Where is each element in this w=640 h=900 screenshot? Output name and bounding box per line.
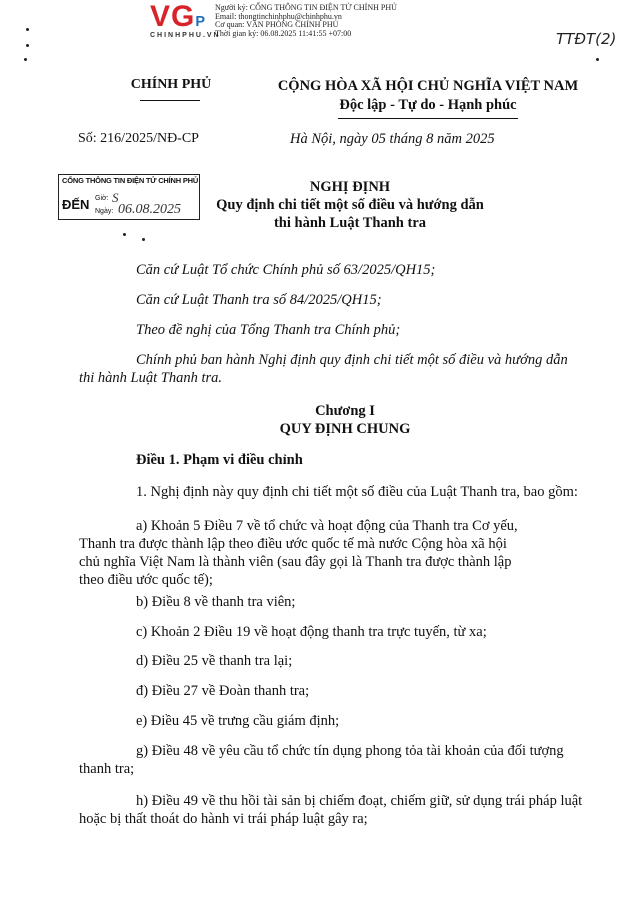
nation-name: CỘNG HÒA XÃ HỘI CHỦ NGHĨA VIỆT NAM bbox=[277, 78, 579, 94]
received-stamp-date-value: 06.08.2025 bbox=[118, 202, 181, 217]
clause-item-h-line2: hoặc bị thất thoát do hành vi trái pháp luật gây ra; bbox=[79, 811, 368, 827]
signature-signer: Người ký: CỔNG THÔNG TIN ĐIỆN TỬ CHÍNH PHỦ bbox=[215, 3, 397, 12]
signature-email: Email: thongtinchinhphu@chinhphu.vn bbox=[215, 11, 342, 21]
document-type: NGHỊ ĐỊNH bbox=[309, 179, 391, 195]
scan-speck bbox=[123, 233, 126, 236]
article-clause-intro: 1. Nghị định này quy định chi tiết một số điều của Luật Thanh tra, bao gồm: bbox=[136, 484, 578, 500]
issuer-name: CHÍNH PHỦ bbox=[130, 77, 212, 92]
document-subject-1: Quy định chi tiết một số điều và hướng dẫn bbox=[216, 197, 484, 213]
scan-speck bbox=[24, 58, 27, 61]
chapter-name: QUY ĐỊNH CHUNG bbox=[279, 421, 411, 437]
scan-speck bbox=[142, 238, 145, 241]
scan-speck bbox=[26, 28, 29, 31]
signature-metadata bbox=[215, 4, 397, 38]
chapter-number: Chương I bbox=[315, 403, 375, 419]
clause-item-e: e) Điều 45 về trưng cầu giám định; bbox=[136, 713, 340, 729]
preamble-proposal: Theo đề nghị của Tổng Thanh tra Chính phủ; bbox=[136, 322, 401, 338]
clause-item-a-line1: a) Khoản 5 Điều 7 về tổ chức và hoạt động của Thanh tra Cơ yếu, bbox=[136, 518, 518, 534]
preamble-basis-2: Căn cứ Luật Thanh tra số 84/2025/QH15; bbox=[136, 292, 382, 308]
clause-item-g-line1: g) Điều 48 về yêu cầu tổ chức tín dụng phong tỏa tài khoản của đối tượng bbox=[136, 743, 564, 759]
scan-speck bbox=[26, 44, 29, 47]
place-and-date: Hà Nội, ngày 05 tháng 8 năm 2025 bbox=[290, 131, 495, 147]
clause-item-h-line1: h) Điều 49 về thu hồi tài sản bị chiếm đoạt, chiếm giữ, sử dụng trái pháp luật bbox=[136, 793, 583, 809]
received-stamp-date-label: Ngày: bbox=[95, 208, 114, 215]
vgp-logo-p: P bbox=[195, 14, 207, 30]
clause-item-a-line4: theo điều ước quốc tế); bbox=[79, 572, 213, 588]
handwritten-note: TTĐT(2) bbox=[556, 30, 617, 48]
clause-item-c: c) Khoản 2 Điều 19 về hoạt động thanh tra trực tuyến, từ xa; bbox=[136, 624, 487, 640]
clause-item-b: b) Điều 8 về thanh tra viên; bbox=[136, 594, 296, 610]
preamble-basis-1: Căn cứ Luật Tổ chức Chính phủ số 63/2025/QH15; bbox=[136, 262, 436, 278]
article-heading: Điều 1. Phạm vi điều chỉnh bbox=[136, 452, 303, 468]
document-number: Số: 216/2025/NĐ-CP bbox=[78, 131, 199, 146]
vgp-logo-subtitle: CHINHPHU.VN bbox=[150, 32, 221, 39]
received-stamp-so-label: Giờ: bbox=[95, 195, 109, 202]
clause-item-a-line2: Thanh tra được thành lập theo điều ước quốc tế mà nước Cộng hòa xã hội bbox=[79, 536, 507, 552]
signature-agency: Cơ quan: VĂN PHÒNG CHÍNH PHỦ bbox=[215, 20, 339, 29]
received-stamp-so-value: S bbox=[112, 190, 119, 205]
scan-speck bbox=[596, 58, 599, 61]
received-stamp-den: ĐẾN bbox=[62, 197, 90, 212]
clause-item-g-line2: thanh tra; bbox=[79, 761, 135, 777]
document-title bbox=[205, 178, 495, 232]
received-stamp-org: CỔNG THÔNG TIN ĐIỆN TỬ CHÍNH PHỦ bbox=[62, 176, 199, 185]
clause-item-dd: đ) Điều 27 về Đoàn thanh tra; bbox=[136, 683, 310, 699]
clause-item-d: d) Điều 25 về thanh tra lại; bbox=[136, 653, 293, 669]
document-subject-2: thi hành Luật Thanh tra bbox=[273, 215, 427, 231]
motto-underline bbox=[338, 118, 518, 119]
vgp-logo-g: G bbox=[171, 0, 196, 33]
national-motto bbox=[258, 77, 598, 115]
signature-time: Thời gian ký: 06.08.2025 11:41:55 +07:00 bbox=[215, 28, 352, 38]
decree-statement-line2: thi hành Luật Thanh tra. bbox=[79, 370, 223, 386]
decree-statement-line1: Chính phủ ban hành Nghị định quy định chi tiết một số điều và hướng dẫn bbox=[136, 352, 568, 368]
clause-item-a-line3: chủ nghĩa Việt Nam là thành viên (sau đây gọi là Thanh tra được thành lập bbox=[79, 554, 512, 570]
issuer-underline bbox=[140, 100, 200, 101]
vgp-logo bbox=[150, 2, 206, 32]
vgp-logo-v: V bbox=[150, 0, 172, 33]
nation-motto: Độc lập - Tự do - Hạnh phúc bbox=[339, 97, 517, 113]
